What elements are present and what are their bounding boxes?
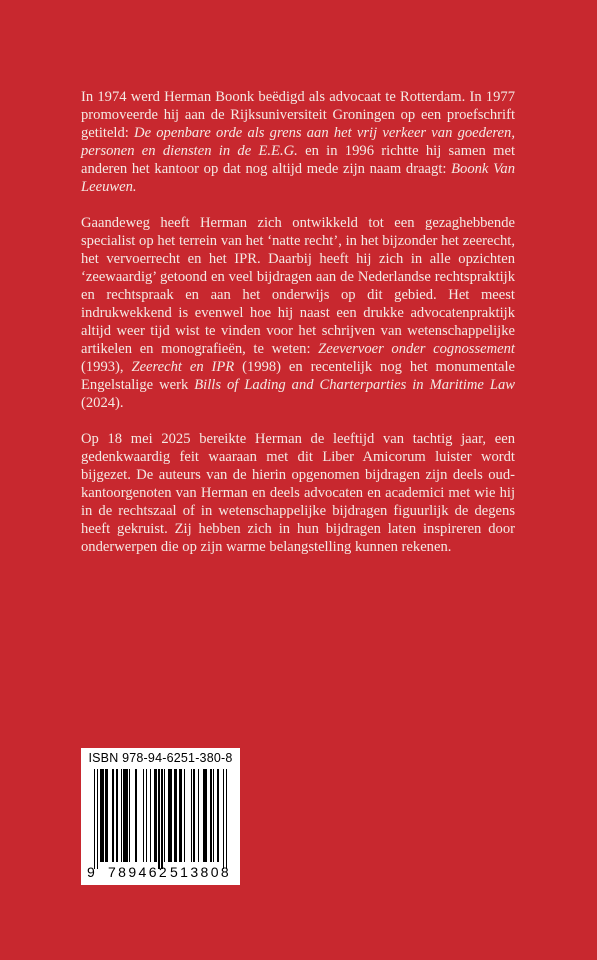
barcode-bar: [156, 769, 157, 862]
barcode-bar: [143, 769, 144, 862]
p2-text-5: (1998) en recentelijk nog het monumentale Engelstalige werk: [81, 359, 515, 393]
barcode-digits-left: 789462: [108, 864, 170, 880]
p2-text-1: Gaandeweg heeft Herman zich ontwikkeld tot een gezaghebbende specialist op het terrein van het ‘natte recht’, in het bijzonder het zeerecht, het vervoerrecht en het IPR. Daarbij heeft hij zich in alle opzichten ‘zeewaardig’ getoond en veel bijdragen aan de Nederlandse rechtspraktijk en rechtspraak en aan het onderwijs op dit gebied. Het meest indrukwekkend is evenwel hoe hij naast een drukke advocatenpraktijk altijd weer tijd wist te vinden voor het schrijven van wetenschappelijke artikelen en monografieën, te weten:: [81, 215, 515, 357]
barcode-bar: [184, 769, 185, 862]
paragraph-career: [81, 88, 515, 196]
p1-text-1: In 1974 werd Herman Boonk beëdigd als advocaat te Rotterdam. In 1977 promoveerde hij aan de Rijksuniversiteit Groningen op een proefschrift getiteld:: [81, 89, 515, 141]
p3-text: Op 18 mei 2025 bereikte Herman de leeftijd van tachtig jaar, een gedenkwaardig feit waaraan met dit Liber Amicorum luister wordt bijgezet. De auteurs van de hierin opgenomen bijdragen zijn deels oud-kantoorgenoten van Herman en deels advocaten en academici met wie hij in de rechtszaal of in wetenschappelijke bijdragen figuurlijk de degens heeft gekruist. Zij hebben zich in hun bijdragen laten inspireren door onderwerpen die op zijn warme belangstelling kunnen rekenen.: [81, 431, 515, 555]
barcode-bar: [150, 769, 151, 862]
paragraph-liber-amicorum: [81, 430, 515, 556]
barcode-bar: [158, 769, 159, 869]
barcode-bar: [217, 769, 218, 862]
barcode-bar: [94, 769, 95, 869]
barcode-bar: [121, 769, 122, 862]
p1-text-3: en in 1996 richtte hij samen met anderen het kantoor op dat nog altijd mede zijn naam draagt:: [81, 143, 516, 177]
isbn-label: ISBN 978-94-6251-380-8: [88, 751, 233, 765]
barcode-bar: [193, 769, 194, 862]
book-title-zeevervoer: Zeevervoer onder cognossement: [318, 341, 515, 357]
barcode-bar: [210, 769, 211, 862]
firm-name: Boonk Van Leeuwen.: [81, 161, 515, 195]
barcode-bars: [85, 769, 236, 865]
barcode-bar: [226, 769, 227, 869]
barcode-digit-first: 9: [87, 864, 95, 880]
barcode-bar: [97, 769, 98, 869]
barcode-bar: [102, 769, 103, 862]
barcode-bar: [116, 769, 117, 862]
barcode-bar: [191, 769, 192, 862]
barcode-digits-right: 513808: [170, 864, 232, 880]
dissertation-title: De openbare orde als grens aan het vrij verkeer van goederen, personen en diensten in de E.E.G.: [81, 125, 515, 159]
barcode-bar: [112, 769, 113, 862]
barcode-bar: [175, 769, 176, 862]
barcode-bar: [146, 769, 147, 862]
book-title-zeerecht: Zeerecht en IPR: [131, 359, 235, 375]
barcode-bar: [129, 769, 130, 862]
barcode-bar: [161, 769, 162, 869]
paragraph-specialism: [81, 214, 515, 412]
barcode-bar: [171, 769, 172, 862]
p2-text-7: (2024).: [81, 395, 124, 411]
barcode-bar: [213, 769, 214, 862]
barcode-bar: [136, 769, 137, 862]
barcode-bar: [198, 769, 199, 862]
back-cover-text: [81, 88, 515, 574]
barcode-bar: [126, 769, 127, 862]
book-title-bills-of-lading: Bills of Lading and Charterparties in Maritime Law: [194, 377, 516, 393]
barcode-bar: [107, 769, 108, 862]
p2-text-3: (1993),: [81, 359, 132, 375]
barcode-bar: [223, 769, 224, 869]
barcode-bar: [206, 769, 207, 862]
isbn-barcode: [81, 748, 240, 885]
barcode-bar: [164, 769, 165, 862]
barcode-bar: [181, 769, 182, 862]
